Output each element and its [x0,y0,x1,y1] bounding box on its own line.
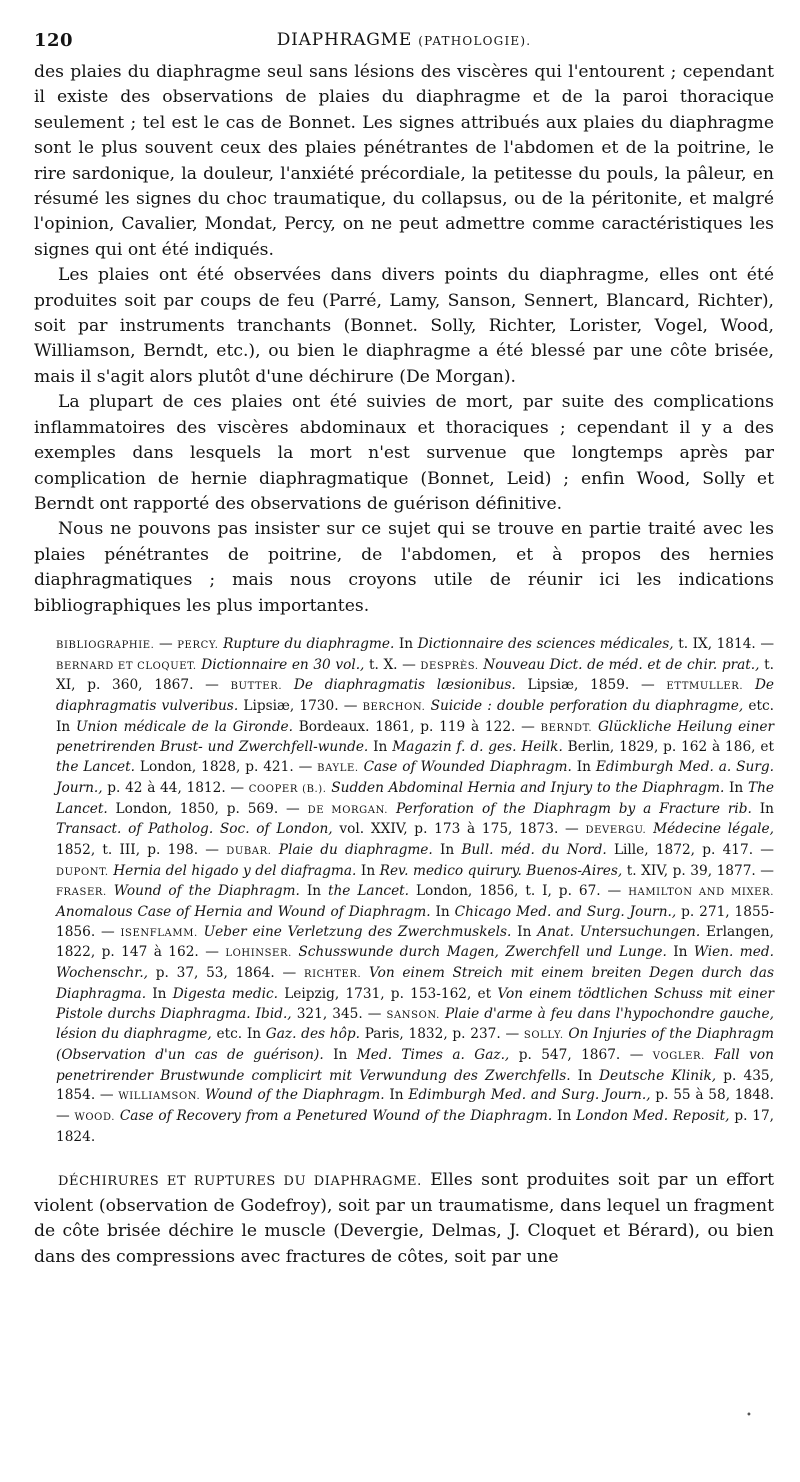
bibliography-reference: In [333,1047,348,1063]
bibliography-title: Digesta medic. [172,985,279,1002]
bibliography-title: Médecine légale, [653,821,774,838]
bibliography-reference: In [435,904,450,921]
bibliography-author: HAMILTON AND MIXER. [628,887,774,899]
bibliography-title: Magazin f. d. ges. Heilk. [392,739,563,756]
bibliography-title: Wien. med. Wochenschr., [56,944,774,982]
bibliography-author: BERCHON. [362,702,426,714]
bibliography-author: DUBAR. [226,845,272,857]
bibliography-title: the Lancet. [327,883,410,900]
section-heading: DÉCHIRURES ET RUPTURES DU DIAPHRAGME. [58,1173,422,1189]
bibliography-author: BUTTER. [230,681,283,693]
paragraph: des plaies du diaphragme seul sans lésions des viscères qui l'entourent ; cependant il existe des observations de plaies du diaphragme et de la paroi thoracique seulement ; tel est le cas de Bonnet. Les signes attribués aux plaies du diaphragme sont le plus souvent ceux des plaies pénétrantes de l'abdomen et de la poitrine, le rire sardonique, la douleur, l'anxiété précordiale, la petitesse du pouls, la pâleur, en résumé les signes du choc traumatique, du collapsus, ou de la péritonite, et malgré l'opinion, Cavalier, Mondat, Percy, on ne peut admettre comme caractéristiques les signes qui ont été indiqués. [34,62,774,260]
bibliography-reference: Lille, 1872, p. 417. [613,841,754,858]
bibliography-reference: Lipsiæ, 1730. [243,698,339,715]
bibliography-title: Edimburgh Med. a. Surg. Journ., [56,759,774,796]
bibliography-title: Perforation of the Diaphragm by a Fracture rib. [395,800,752,817]
bibliography-author: DESPRÈS. [420,660,479,672]
bibliography-body: BIBLIOGRAPHIE. — PERCY. Rupture du diaphragme. In Dictionnaire des sciences médicales, t. IX, 1814. — BERNARD ET CLOQUET. Dictionnaire en 30 vol., t. X. — DESPRÈS. Nouveau Dict. de méd. et de chir. prat., t. XI, p. 360, 1867. — BUTTER. De diaphragmatis læsionibus. Lipsiæ, 1859. — ETTMULLER. De diaphragmatis vulveribus. Lipsiæ, 1730. — BERCHON. Suicide : double perforation du diaphragme, etc. In Union médicale de la Gironde. Bordeaux. 1861, p. 119 à 122. — BERNDT. Glückliche Heilung einer penetrirenden Brust- und Zwerchfell-wunde. In Magazin f. d. ges. Heilk. Berlin, 1829, p. 162 à 186, et the Lancet. London, 1828, p. 421. — BAYLE. Case of Wounded Diaphragm. In Edimburgh Med. a. Surg. Journ., p. 42 à 44, 1812. — COOPER (B.). Sudden Abdominal Hernia and Injury to the Diaphragm. In The Lancet. London, 1850, p. 569. — DE MORGAN. Perforation of the Diaphragm by a Fracture rib. In Transact. of Patholog. Soc. of London, vol. XXIV, p. 173 à 175, 1873. — DEVERGU. Médecine légale, 1852, t. III, p. 198. — DUBAR. Plaie du diaphragme. In Bull. méd. du Nord. Lille, 1872, p. 417. — DUPONT. Hernia del higado y del diafragma. In Rev. medico quirury. Buenos-Aires, t. XIV, p. 39, 1877. — FRASER. Wound of the Diaphragm. In the Lancet. London, 1856, t. I, p. 67. — HAMILTON AND MIXER. Anomalous Case of Hernia and Wound of Diaphragm. In Chicago Med. and Surg. Journ., p. 271, 1855-1856. — ISENFLAMM. Ueber eine Verletzung des Zwerchmuskels. In Anat. Untersuchungen. Erlangen, 1822, p. 147 à 162. — LOHINSER. Schusswunde durch Magen, Zwerchfell und Lunge. In Wien. med. Wochenschr., p. 37, 53, 1864. — RICHTER. Von einem Streich mit einem breiten Degen durch das Diaphragma. In Digesta medic. Leipzig, 1731, p. 153-162, et Von einem tödtlichen Schuss mit einer Pistole durchs Diaphragma. Ibid., 321, 345. — SANSON. Plaie d'arme à feu dans l'hypochondre gauche, lésion du diaphragme, etc. In Gaz. des hôp. Paris, 1832, p. 237. — SOLLY. On Injuries of the Diaphragm (Observation d'un cas de guérison). In Med. Times a. Gaz., p. 547, 1867. — VOGLER. Fall von penetrirender Brustwunde complicirt mit Verwundung des Zwerchfells. In Deutsche Klinik, p. 435, 1854. — WILLIAMSON. Wound of the Diaphragm. In Edimburgh Med. and Surg. Journ., p. 55 à 58, 1848. — WOOD. Case of Recovery from a Penetured Wound of the Diaphragm. In London Med. Reposit, p. 17, 1824. [56,635,775,1145]
bibliography-author: PERCY. [177,639,219,651]
bibliography-reference: p. 435, 1854. [56,1067,774,1104]
bibliography-reference: London, 1850, p. 569. [115,800,279,817]
bibliography-title: The Lancet. [56,779,774,817]
section-text: Elles sont produites soit par un effort violent (observation de Godefroy), soit par un traumatisme, dans lequel un fragment de côte brisée déchire le muscle (Devergie, Delmas, J. Cloquet et Bérard), ou bien dans des compressions avec fractures de côtes, soit par une [34,1169,774,1267]
bibliography-title: Plaie du diaphragme. [278,841,433,858]
bibliography-title: Suicide : double perforation du diaphragme, [430,698,744,715]
bibliography-reference: Lipsiæ, 1859. [527,677,630,694]
bibliography-title: Von einem tödtlichen Schuss mit einer Pistole durchs Diaphragma. Ibid., [56,985,775,1022]
bibliography-reference: Berlin, 1829, p. 162 à 186, et [567,739,774,756]
bibliography-title: Deutsche Klinik, [599,1067,717,1084]
bibliography-author: BERNARD ET CLOQUET. [56,660,197,672]
bibliography-title: Schusswunde durch Magen, Zwerchfell und Lunge. [298,944,667,961]
bibliography-title: Dictionnaire des sciences médicales, [417,635,674,652]
page-number: 120 [34,30,74,51]
bibliography-title: Fall von penetrirender Brustwunde complicirt mit Verwundung des Zwerchfells. [56,1047,774,1084]
bibliography-reference: In [557,1108,572,1125]
bibliography-reference: In [152,985,167,1002]
bibliography-reference: t. X. [369,656,398,673]
bibliography-title: Case of Recovery from a Penetured Wound of the Diaphragm. [119,1108,553,1125]
bibliography-reference: In [517,923,532,940]
bibliography-reference: In [439,841,455,858]
bibliography-author: RICHTER. [303,969,362,981]
bibliography-author: COOPER (B.). [248,783,327,795]
bibliography-title: Union médicale de la Gironde. [76,718,293,735]
bibliography-author: FRASER. [56,887,107,899]
bibliography-reference: In [360,862,376,879]
bibliography-title: Glückliche Heilung einer penetrirenden Brust- und Zwerchfell-wunde. [56,718,775,756]
bibliography-reference: p. 55 à 58, 1848. [655,1087,774,1104]
bibliography-author: SOLLY. [523,1030,564,1042]
bibliography-reference: In [729,779,744,796]
bibliography-reference: p. 547, 1867. [518,1047,621,1063]
bibliography-title: Edimburgh Med. and Surg. Journ., [408,1087,651,1104]
section-ruptures [34,1168,774,1271]
bibliography-author: LOHINSER. [225,948,292,960]
paragraph: La plupart de ces plaies ont été suivies de mort, par suite des complications inflammatoires des viscères abdominaux et thoraciques ; cependant il y a des exemples dans lesquels la mort n'est survenue que longtemps après par complication de hernie diaphragmatique (Bonnet, Leid) ; enfin Wood, Solly et Berndt ont rapporté des observations de guérison définitive. [34,392,774,514]
bibliography-reference: Bordeaux. 1861, p. 119 à 122. [298,718,516,735]
bibliography-reference: In [389,1087,404,1104]
bibliography-reference: etc. In [56,698,775,735]
bibliography-title: On Injuries of the Diaphragm (Observation d'un cas de guérison). [56,1026,774,1063]
bibliography-author: VOGLER. [652,1051,705,1062]
bibliography-reference: Erlangen, 1822, p. 147 à 162. [56,923,774,961]
paragraph: Nous ne pouvons pas insister sur ce sujet qui se trouve en partie traité avec les plaies pénétrantes de poitrine, de l'abdomen, et à propos des hernies diaphragmatiques ; mais nous croyons utile de réunir ici les indications bibliographiques les plus importantes. [34,519,774,616]
bibliography-title: Nouveau Dict. de méd. et de chir. prat., [483,656,760,673]
bibliography-reference: t. XI, p. 360, 1867. [56,656,774,694]
bibliography-reference: In [398,635,414,652]
bibliography-author: SANSON. [386,1009,440,1021]
bibliography-reference: t. IX, 1814. [678,635,756,652]
bibliography-title: Rev. medico quirury. Buenos-Aires, [379,862,623,879]
main-text [34,60,774,619]
bibliography-title: De diaphragmatis læsionibus. [293,677,516,694]
bibliography-label: BIBLIOGRAPHIE. [56,639,155,651]
bibliography-author: DEVERGU. [585,825,647,837]
bibliography-reference: In [576,759,591,776]
bibliography-title: Wound of the Diaphragm. [204,1087,385,1104]
bibliography-reference: t. XIV, p. 39, 1877. [626,862,756,879]
bibliography-title: Ueber eine Verletzung des Zwerchmuskels. [203,923,512,940]
page-title-main: DIAPHRAGME [276,30,413,50]
bibliography-author: BERNDT. [540,722,593,734]
bibliography-author: WILLIAMSON. [118,1091,201,1103]
bibliography-reference: Leipzig, 1731, p. 153-162, et [284,985,492,1002]
bibliography-title: Gaz. des hôp. [265,1026,360,1043]
bibliography-reference: p. 37, 53, 1864. [155,965,275,982]
bibliography [34,635,774,1148]
bibliography-title: De diaphragmatis vulveribus. [56,677,775,715]
bibliography-reference: London, 1828, p. 421. [139,759,294,776]
bibliography-title: the Lancet. [56,759,135,776]
bibliography-title: Hernia del higado y del diafragma. [113,862,357,879]
bibliography-title: Bull. méd. du Nord. [461,841,607,858]
bibliography-author: BAYLE. [317,763,359,775]
bibliography-reference: In [673,944,688,961]
bibliography-title: Case of Wounded Diaphragm. [363,759,572,776]
bibliography-title: Transact. of Patholog. Soc. of London, [56,821,333,838]
bibliography-reference: vol. XXIV, p. 173 à 175, 1873. [339,821,559,838]
bibliography-title: Anat. Untersuchungen. [537,923,701,940]
bibliography-author: ISENFLAMM. [120,927,198,939]
bibliography-title: Plaie d'arme à feu dans l'hypochondre gauche, lésion du diaphragme, [56,1005,774,1043]
bibliography-reference: In [306,883,322,900]
bibliography-reference: 321, 345. [296,1005,363,1022]
paragraph: Les plaies ont été observées dans divers points du diaphragme, elles ont été produites soit par coups de feu (Parré, Lamy, Sanson, Sennert, Blancard, Richter), soit par instruments tranchants (Bonnet. Solly, Richter, Lorister, Vogel, Wood, Williamson, Berndt, etc.), ou bien le diaphragme a été blessé par une côte brisée, mais il s'agit alors plutôt d'une déchirure (De Morgan). [34,265,774,387]
page-title [34,30,774,50]
document-page [34,30,774,1270]
stray-mark: • [746,1410,752,1421]
bibliography-reference: Paris, 1832, p. 237. [364,1026,501,1043]
page-title-subtitle: (PATHOLOGIE). [418,34,532,48]
bibliography-author: WOOD. [74,1112,116,1124]
bibliography-title: Rupture du diaphragme. [223,635,395,652]
bibliography-reference: In [759,800,774,817]
bibliography-author: DE MORGAN. [307,804,389,816]
bibliography-title: Wound of the Diaphragm. [113,883,300,900]
running-header [34,30,774,60]
bibliography-reference: p. 17, 1824. [56,1108,775,1145]
bibliography-title: Anomalous Case of Hernia and Wound of Diaphragm. [56,904,431,921]
bibliography-title: Von einem Streich mit einem breiten Degen durch das Diaphragma. [56,965,774,1002]
bibliography-reference: p. 271, 1855-1856. [56,904,775,940]
bibliography-author: DUPONT. [56,866,109,878]
bibliography-title: London Med. Reposit, [576,1108,730,1125]
bibliography-author: ETTMULLER. [666,681,744,693]
bibliography-reference: In [577,1067,593,1084]
bibliography-title: Chicago Med. and Surg. Journ., [454,904,677,921]
bibliography-reference: p. 42 à 44, 1812. [107,779,226,796]
bibliography-reference: etc. In [216,1026,262,1043]
bibliography-reference: In [373,739,388,756]
bibliography-reference: 1852, t. III, p. 198. [56,841,199,858]
bibliography-title: Sudden Abdominal Hernia and Injury to the Diaphragm. [331,779,725,796]
bibliography-title: Dictionnaire en 30 vol., [201,656,365,673]
bibliography-reference: London, 1856, t. I, p. 67. [415,883,601,900]
bibliography-title: Med. Times a. Gaz., [356,1047,510,1063]
